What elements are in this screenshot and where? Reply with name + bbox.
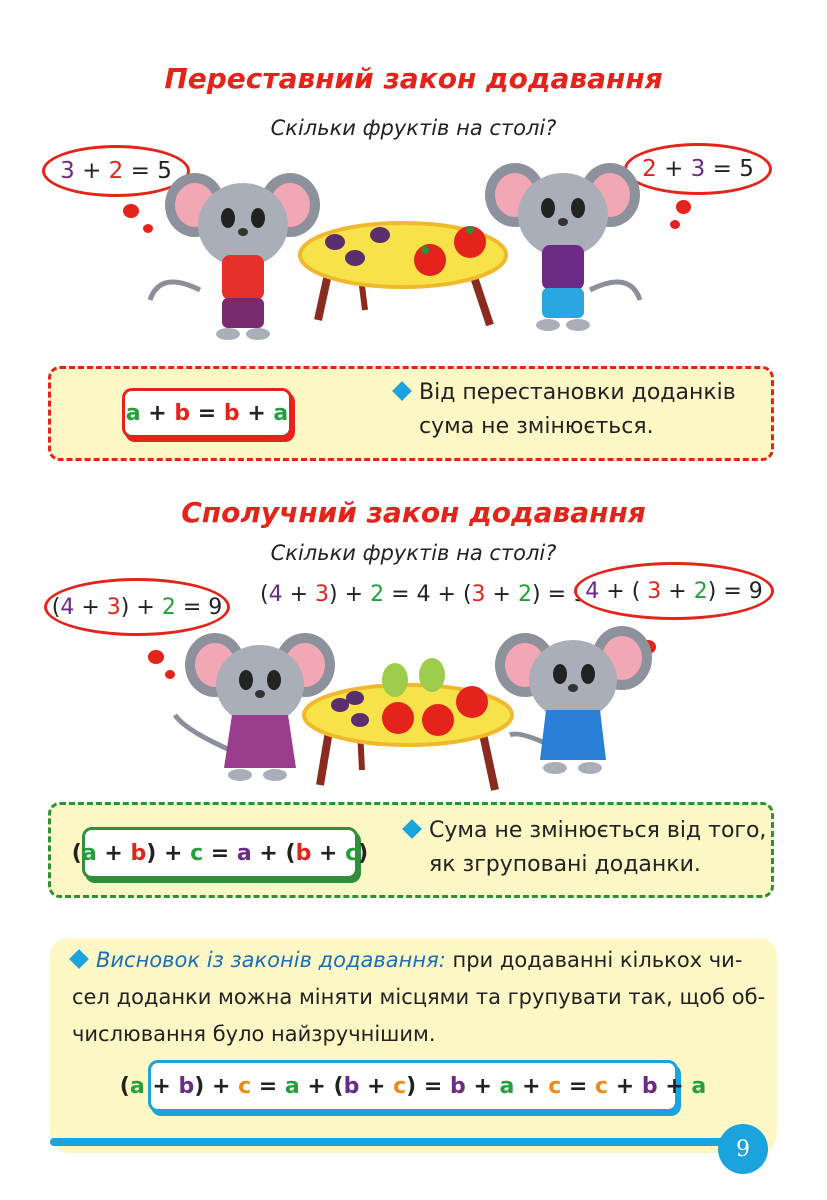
formula-part: a xyxy=(81,840,97,866)
formula-operator: + xyxy=(148,400,167,426)
conclusion-line: при додаванні кількох чи- xyxy=(445,948,743,972)
mouse-left-illustration xyxy=(150,173,320,340)
formula-part: b xyxy=(450,1073,466,1099)
eq-part: = xyxy=(391,582,410,607)
mice-table-illustration-2 xyxy=(0,610,827,800)
formula-part: c xyxy=(595,1073,609,1099)
bubble-part: = xyxy=(182,594,202,620)
formula-part: a xyxy=(499,1073,515,1099)
eq-part: 4 xyxy=(268,582,283,607)
formula-part: + xyxy=(211,1073,231,1099)
formula-part: + xyxy=(163,840,183,866)
eq-part: ( xyxy=(260,582,269,607)
formula-part: b xyxy=(641,1073,658,1099)
bubble-part: 4 xyxy=(585,578,600,604)
bubble-part: 9 xyxy=(748,578,763,604)
formula-part: + xyxy=(104,840,123,866)
formula-part: b xyxy=(178,1073,195,1099)
formula-part: b xyxy=(130,840,147,866)
eq-part: 4 xyxy=(416,582,431,607)
rule-line: як згруповані доданки. xyxy=(429,852,701,877)
conclusion-line: сел доданки можна міняти місцями та групувати так, щоб об- xyxy=(72,985,766,1009)
bubble-part: + xyxy=(136,594,155,620)
eq-part: 2 xyxy=(370,582,385,607)
bubble-operator: + xyxy=(664,156,684,182)
formula-part: c xyxy=(548,1073,562,1099)
table-illustration-2 xyxy=(304,658,512,790)
formula-part: c xyxy=(393,1073,407,1099)
bubble-part: ) xyxy=(707,578,717,604)
section1-question: Скільки фруктів на столі? xyxy=(270,116,557,140)
formula-part: ) xyxy=(146,840,157,866)
bubble-operator: + xyxy=(82,158,102,184)
formula-part: b xyxy=(295,840,312,866)
rule-text-commutative xyxy=(395,376,765,444)
table-illustration xyxy=(300,223,506,325)
formula-term: b xyxy=(223,400,240,426)
formula-part: = xyxy=(423,1073,443,1099)
eq-part: 3 xyxy=(471,582,486,607)
bubble-result: 5 xyxy=(739,156,754,182)
page-number: 9 xyxy=(718,1124,768,1174)
section2-question: Скільки фруктів на столі? xyxy=(270,541,557,565)
bubble-operator: = xyxy=(712,156,732,182)
mice-table-illustration-1 xyxy=(0,150,827,350)
eq-part: 3 xyxy=(315,582,330,607)
formula-part: + xyxy=(522,1073,541,1099)
section2-title: Сполучний закон додавання xyxy=(181,496,646,529)
formula-part: = xyxy=(568,1073,588,1099)
eq-part: + xyxy=(289,582,309,607)
bubble-part: ( xyxy=(51,594,61,620)
formula-part: c xyxy=(238,1073,252,1099)
formula-part: a xyxy=(284,1073,300,1099)
formula-part: ( xyxy=(285,840,296,866)
mouse-right-illustration xyxy=(485,163,640,331)
formula-part: + xyxy=(319,840,338,866)
bubble-part: + xyxy=(668,578,687,604)
bubble-number: 3 xyxy=(60,158,75,184)
bubble-part: + xyxy=(81,594,100,620)
formula-associative xyxy=(71,827,369,879)
bubble-result: 5 xyxy=(157,158,172,184)
formula-term: a xyxy=(273,400,289,426)
formula-part: a xyxy=(236,840,252,866)
diamond-bullet-icon xyxy=(392,381,412,401)
diamond-bullet-icon xyxy=(402,819,422,839)
eq-part: ) xyxy=(531,582,541,607)
mouse-right-illustration-2 xyxy=(495,626,652,774)
formula-part: c xyxy=(190,840,204,866)
bubble-part: ( xyxy=(631,578,641,604)
formula-part: ) xyxy=(406,1073,417,1099)
bubble-operator: = xyxy=(130,158,150,184)
formula-part: + xyxy=(665,1073,684,1099)
formula-part: + xyxy=(307,1073,326,1099)
formula-part: = xyxy=(258,1073,278,1099)
rule-line: сума не змінюється. xyxy=(419,414,654,439)
conclusion-text xyxy=(72,942,772,1053)
bubble-part: 9 xyxy=(208,594,223,620)
formula-term: a xyxy=(125,400,141,426)
formula-part: + xyxy=(615,1073,635,1099)
formula-part: + xyxy=(367,1073,386,1099)
formula-commutative xyxy=(122,388,292,438)
rule-line: Від перестановки доданків xyxy=(419,380,736,405)
conclusion-heading: Висновок із законів додавання: xyxy=(96,948,446,972)
bubble-number: 3 xyxy=(690,156,706,182)
bubble-part: 2 xyxy=(161,594,176,620)
formula-part: + xyxy=(259,840,278,866)
formula-part: ( xyxy=(71,840,82,866)
eq-part: ) xyxy=(329,582,338,607)
section1-title: Переставний закон додавання xyxy=(164,62,663,95)
formula-operator: = xyxy=(197,400,217,426)
eq-part: 2 xyxy=(517,582,532,607)
bubble-part: + xyxy=(606,578,625,604)
bubble-number: 2 xyxy=(642,156,657,182)
eq-part: + xyxy=(492,582,511,607)
formula-part: ( xyxy=(119,1073,130,1099)
bubble-part: = xyxy=(723,578,742,604)
diamond-bullet-icon xyxy=(69,949,89,969)
bubble-part: ) xyxy=(120,594,130,620)
formula-part: + xyxy=(473,1073,492,1099)
eq-part: = xyxy=(547,582,566,607)
bubble-part: 2 xyxy=(693,578,708,604)
formula-part: b xyxy=(343,1073,360,1099)
formula-part: c xyxy=(345,840,359,866)
conclusion-line: числювання було найзручнішим. xyxy=(72,1022,436,1046)
formula-term: b xyxy=(174,400,191,426)
formula-part: ) xyxy=(358,840,369,866)
formula-part: a xyxy=(691,1073,707,1099)
formula-part: = xyxy=(210,840,230,866)
formula-conclusion xyxy=(119,1060,707,1112)
formula-operator: + xyxy=(247,400,266,426)
formula-part: + xyxy=(152,1073,171,1099)
eq-part: + xyxy=(437,582,456,607)
bubble-part: 3 xyxy=(647,578,662,604)
formula-part: ) xyxy=(194,1073,205,1099)
bubble-number: 2 xyxy=(108,158,124,184)
rule-line: Сума не змінюється від того, xyxy=(429,818,767,843)
eq-part: + xyxy=(344,582,364,607)
bubble-part: 4 xyxy=(60,594,75,620)
formula-part: a xyxy=(129,1073,145,1099)
rule-text-associative xyxy=(405,814,770,882)
bubble-part: 3 xyxy=(106,594,121,620)
formula-part: ( xyxy=(333,1073,344,1099)
center-equation xyxy=(260,582,566,607)
eq-part: ( xyxy=(462,582,472,607)
footer-line xyxy=(50,1138,740,1146)
